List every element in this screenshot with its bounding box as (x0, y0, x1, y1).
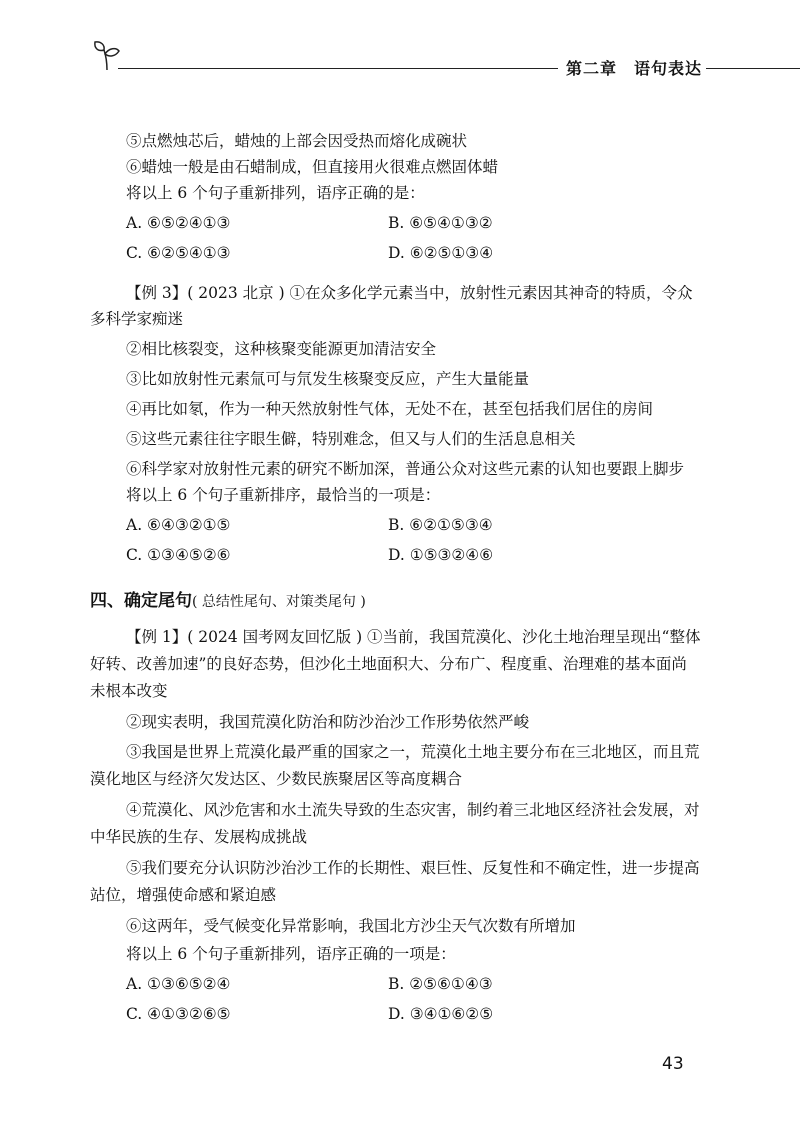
options-row (90, 240, 702, 266)
header-rule-right (706, 68, 800, 69)
sentence-item: ④荒漠化、风沙危害和水土流失导致的生态灾害，制约着三北地区经济社会发展，对中华民族的生存、发展构成挑战 (90, 801, 700, 846)
example-intro: 【例 3】( 2023 北京 ) ①在众多化学元素当中，放射性元素因其神奇的特质，令众多科学家痴迷 (90, 284, 693, 328)
option-c: C. ⑥②⑤④①③ (126, 244, 231, 262)
question-prompt: 将以上 6 个句子重新排列，语序正确的一项是： (126, 945, 456, 963)
section-heading (90, 586, 702, 616)
question-prompt: 将以上 6 个句子重新排序，最恰当的一项是： (126, 486, 441, 504)
option-a: A. ⑥⑤②④①③ (126, 214, 231, 232)
sentence-item: ⑤这些元素往往字眼生僻，特别难念，但又与人们的生活息息相关 (126, 430, 576, 448)
sentence-item: ⑥这两年，受气候变化异常影响，我国北方沙尘天气次数有所增加 (126, 917, 576, 935)
option-b: B. ⑥②①⑤③④ (388, 516, 493, 534)
sprout-icon (92, 38, 122, 72)
page-content (90, 128, 702, 1027)
sentence-item: ③比如放射性元素氚可与氘发生核聚变反应，产生大量能量 (126, 370, 530, 388)
section-subtitle: ( 总结性尾句、对策类尾句 ) (192, 594, 366, 610)
sentence-item: ③我国是世界上荒漠化最严重的国家之一，荒漠化土地主要分布在三北地区，而且荒漠化地区与经济欠发达区、少数民族聚居区等高度耦合 (90, 743, 700, 788)
option-a: A. ⑥④③②①⑤ (126, 516, 231, 534)
options-row (90, 210, 702, 236)
option-c: C. ④①③②⑥⑤ (126, 1005, 231, 1023)
sentence-item: ⑥科学家对放射性元素的研究不断加深，普通公众对这些元素的认知也要跟上脚步 (126, 460, 685, 478)
option-b: B. ⑥⑤④①③② (388, 214, 493, 232)
sentence-item: ⑤我们要充分认识防沙治沙工作的长期性、艰巨性、反复性和不确定性，进一步提高站位，增强使命感和紧迫感 (90, 859, 700, 904)
example-intro: 【例 1】( 2024 国考网友回忆版 ) ①当前，我国荒漠化、沙化土地治理呈现出“整体好转、改善加速”的良好态势，但沙化土地面积大、分布广、程度重、治理难的基本面尚未根本改变 (90, 628, 701, 700)
option-a: A. ①③⑥⑤②④ (126, 975, 231, 993)
sentence-item: ②相比核裂变，这种核聚变能源更加清洁安全 (126, 340, 437, 358)
page-number: 43 (662, 1054, 684, 1074)
chapter-title: 第二章 语句表达 (566, 59, 703, 78)
options-row (90, 542, 702, 568)
option-d: D. ①⑤③②④⑥ (388, 546, 494, 564)
options-row (90, 1001, 702, 1027)
header-rule-left (118, 68, 558, 69)
option-c: C. ①③④⑤②⑥ (126, 546, 231, 564)
option-b: B. ②⑤⑥①④③ (388, 975, 493, 993)
options-row (90, 512, 702, 538)
sentence-item: ⑥蜡烛一般是由石蜡制成，但直接用火很难点燃固体蜡 (126, 158, 499, 176)
sentence-item: ⑤点燃烛芯后，蜡烛的上部会因受热而熔化成碗状 (126, 132, 468, 150)
options-row (90, 971, 702, 997)
question-prompt: 将以上 6 个句子重新排列，语序正确的是： (126, 184, 425, 202)
option-d: D. ⑥②⑤①③④ (388, 244, 494, 262)
sentence-item: ②现实表明，我国荒漠化防治和防沙治沙工作形势依然严峻 (126, 713, 530, 731)
page-header (0, 0, 800, 100)
section-title: 四、确定尾句 (90, 591, 192, 611)
sentence-item: ④再比如氡，作为一种天然放射性气体，无处不在，甚至包括我们居住的房间 (126, 400, 654, 418)
option-d: D. ③④①⑥②⑤ (388, 1005, 494, 1023)
